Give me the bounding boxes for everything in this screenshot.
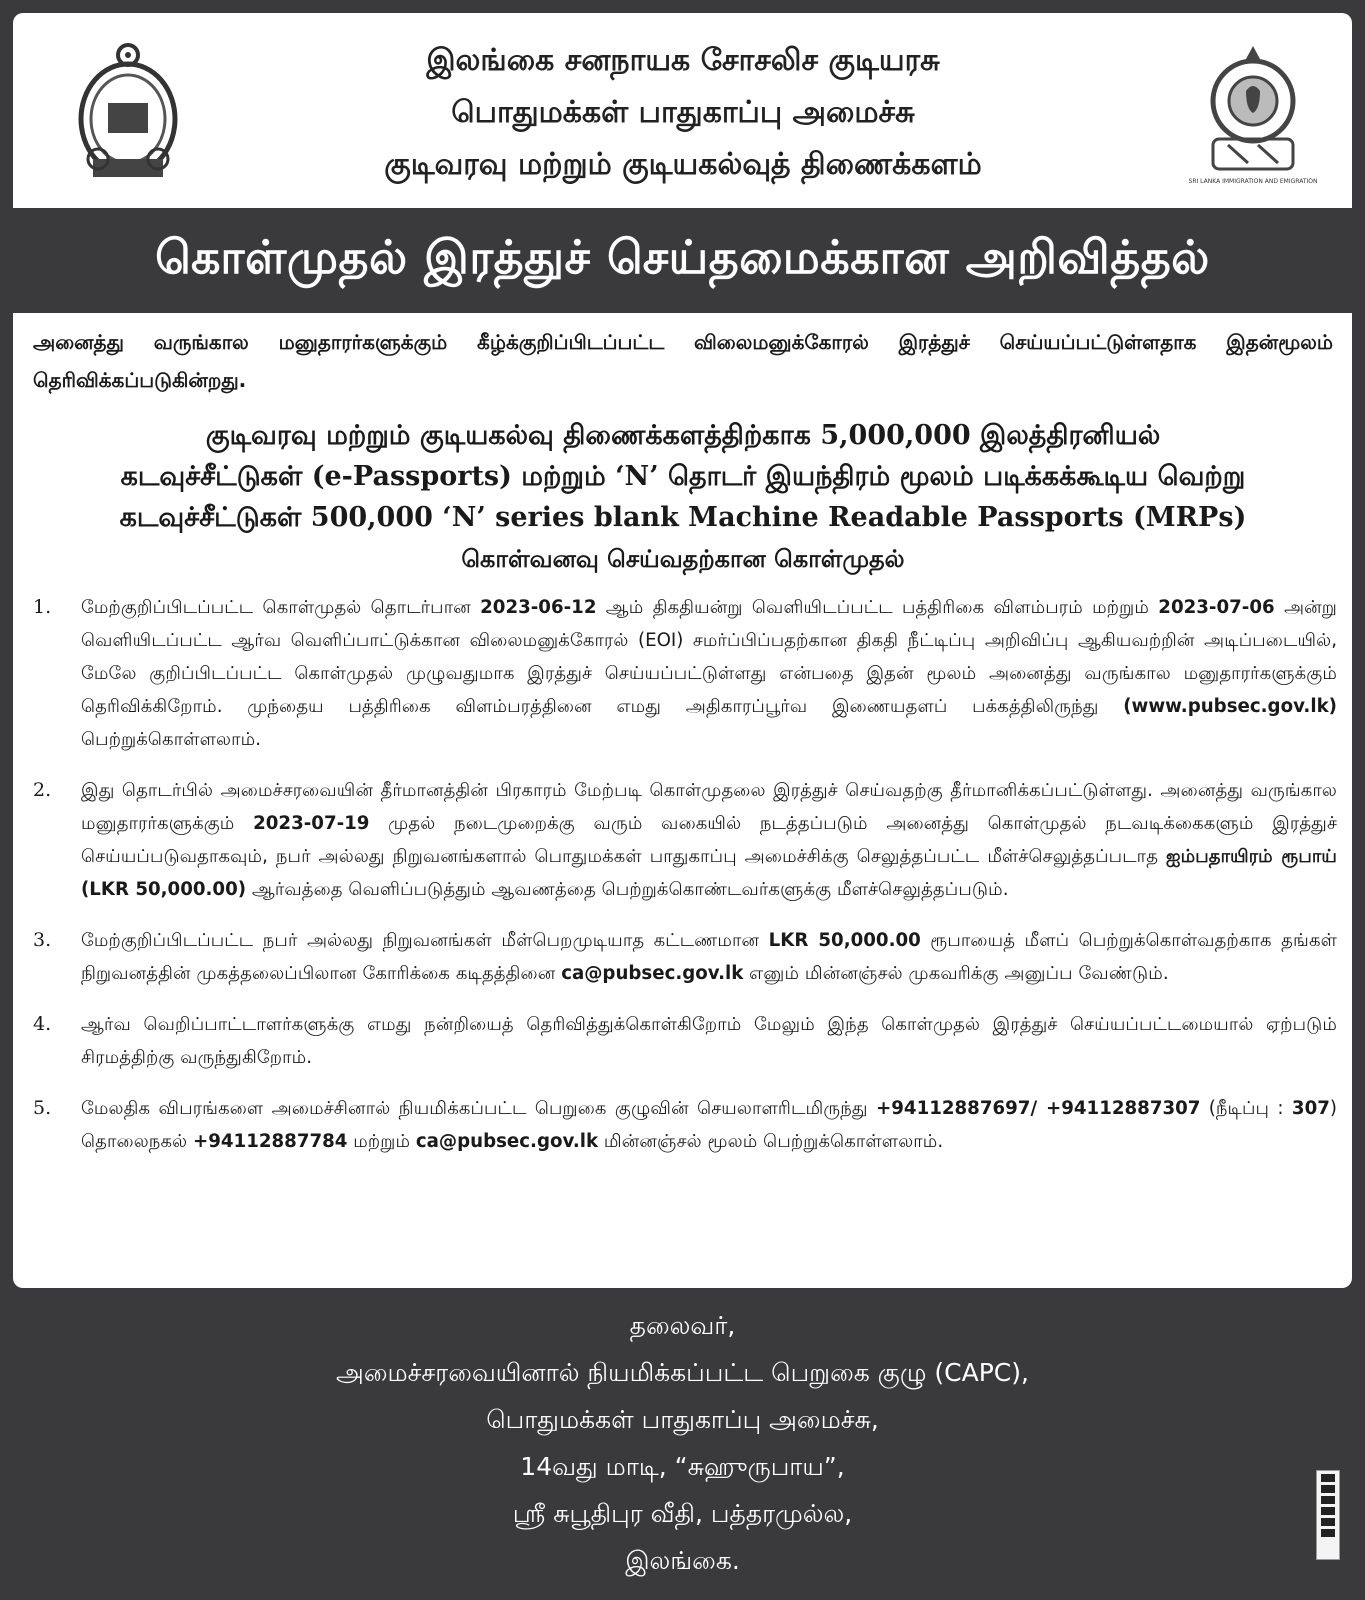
- item-number: 1.: [33, 596, 52, 618]
- highlighted-value: 307: [1291, 1098, 1330, 1119]
- item-text: [81, 774, 1337, 906]
- highlighted-value: 2023-07-19: [253, 813, 370, 834]
- subject-line: கடவுச்சீட்டுகள் 500,000 ‘N’ series blank Machine Readable Passports (MRPs): [119, 502, 1247, 533]
- highlighted-value: ஐம்பதாயிரம் ரூபாய் (LKR 50,000.00): [81, 846, 1337, 900]
- item-text-segment: முதல் நடைமுறைக்கு வரும் வகையில் நடத்தப்படும் அனைத்து கொள்முதல் நடவடிக்கைகளும் இரத்துச் செய்யப்படுவதாகவும், நபர் அல்லது நிறுவனங்களால் பொதுமக்கள் பாதுகாப்பு அமைச்சிக்கு செலுத்தப்பட்ட மீள்ச்செலுத்தப்படாத: [81, 813, 1338, 867]
- item-number: 4.: [33, 1013, 52, 1035]
- notice-body: [13, 313, 1352, 1288]
- immigration-department-emblem-icon: [1188, 41, 1318, 196]
- footer-line: அமைச்சரவையினால் நியமிக்கப்பட்ட பெறுகை குழு (CAPC),: [336, 1358, 1029, 1387]
- signature-block: [0, 1302, 1365, 1584]
- footer-line: ஸ்ரீ சுபூதிபுர வீதி, பத்தரமுல்ல,: [512, 1499, 853, 1528]
- header-line-department: குடிவரவு மற்றும் குடியகல்வுத் திணைக்களம்: [384, 147, 982, 182]
- item-number: 3.: [33, 929, 52, 951]
- intro-paragraph: அனைத்து வருங்கால மனுதாரர்களுக்கும் கீழ்க்குறிப்பிடப்பட்ட விலைமனுக்கோரல் இரத்துச் செய்யப்பட்டுள்ளதாக இதன்மூலம் தெரிவிக்கப்படுகின்றது.: [33, 330, 1333, 392]
- item-text-segment: அன்று வெளியிடப்பட்ட ஆர்வ வெளிப்பாட்டுக்கான விலைமனுக்கோரல் (EOI) சமர்ப்பிப்பதற்கான திகதி நீட்டிப்பு அறிவிப்பு ஆகியவற்றின் அடிப்படையில், மேலே குறிப்பிடப்பட்ட கொள்முதல் முழுவதுமாக இரத்துச் செய்யப்பட்டுள்ளது என்பதை இதன் மூலம் அனைத்து வருங்கால மனுதாரர்களுக்கும் தெரிவிக்கிறோம். முந்தைய பத்திரிகை விளம்பரத்தினை எமது அதிகாரப்பூர்வ இணையதளப் பக்கத்திலிருந்து: [81, 597, 1337, 717]
- item-text-segment: மேற்குறிப்பிடப்பட்ட கொள்முதல் தொடர்பான: [81, 597, 481, 618]
- item-text-segment: (நீடிப்பு :: [1200, 1098, 1292, 1119]
- subject-line: குடிவரவு மற்றும் குடியகல்வு திணைக்களத்திற்காக 5,000,000 இலத்திரனியல்: [205, 420, 1161, 451]
- highlighted-value: 2023-06-12: [480, 597, 597, 618]
- highlighted-value: +94112887697/ +94112887307: [876, 1098, 1201, 1119]
- item-text: [81, 1008, 1337, 1074]
- item-text-segment: மேற்குறிப்பிடப்பட்ட நபர் அல்லது நிறுவனங்கள் மீள்பெறமுடியாத கட்டணமான: [81, 930, 769, 951]
- list-item: [13, 774, 1352, 906]
- header-line-ministry: பொதுமக்கள் பாதுகாப்பு அமைச்சு: [451, 95, 915, 130]
- item-text: [81, 1092, 1337, 1158]
- item-text: [81, 591, 1337, 756]
- subject-line: கொள்வனவு செய்வதற்கான கொள்முதல்: [461, 544, 905, 573]
- item-text-segment: எனும் மின்னஞ்சல் முகவரிக்கு அனுப்ப வேண்டும்.: [743, 963, 1169, 984]
- highlighted-value: LKR 50,000.00: [768, 930, 921, 951]
- item-text-segment: மற்றும்: [347, 1131, 416, 1152]
- item-text-segment: மின்னஞ்சல் மூலம் பெற்றுக்கொள்ளலாம்.: [598, 1131, 944, 1152]
- emblem-label: SRI LANKA IMMIGRATION AND EMIGRATION: [1188, 178, 1318, 185]
- list-item: [13, 1008, 1352, 1074]
- highlighted-value: (www.pubsec.gov.lk): [1123, 696, 1337, 717]
- item-text-segment: ஆர்வ வெறிப்பாட்டாளர்களுக்கு எமது நன்றியைத் தெரிவித்துக்கொள்கிறோம் மேலும் இந்த கொள்முதல் இரத்துச் செய்யப்பட்டமையால் ஏற்படும் சிரமத்திற்கு வருந்துகிறோம்.: [81, 1014, 1337, 1068]
- item-text-segment: ஆம் திகதியன்று வெளியிடப்பட்ட பத்திரிகை விளம்பரம் மற்றும்: [596, 597, 1159, 618]
- procurement-subject: [43, 415, 1323, 579]
- item-number: 5.: [33, 1097, 52, 1119]
- notice-title: கொள்முதல் இரத்துச் செய்தமைக்கான அறிவித்தல்: [155, 230, 1210, 284]
- list-item: [13, 591, 1352, 756]
- highlighted-value: 2023-07-06: [1158, 597, 1275, 618]
- subject-line: கடவுச்சீட்டுகள் (e-Passports) மற்றும் ‘N’ தொடர் இயந்திரம் மூலம் படிக்கக்கூடிய வெற்று: [120, 461, 1246, 492]
- item-text-segment: ) தொலைநகல்: [81, 1098, 1337, 1152]
- footer-line: பொதுமக்கள் பாதுகாப்பு அமைச்சு,: [486, 1405, 879, 1434]
- list-item: [13, 1092, 1352, 1158]
- item-text-segment: பெற்றுக்கொள்ளலாம்.: [81, 729, 262, 750]
- header-line-country: இலங்கை சனநாயக சோசலிச குடியரசு: [426, 43, 940, 78]
- header-panel: [13, 13, 1352, 208]
- highlighted-value: ca@pubsec.gov.lk: [415, 1131, 599, 1152]
- sri-lanka-emblem-icon: [73, 41, 183, 186]
- item-number: 2.: [33, 779, 52, 801]
- title-band: [13, 208, 1352, 313]
- item-text: [81, 924, 1337, 990]
- footer-line: 14வது மாடி, “சுஹுருபாய”,: [520, 1452, 845, 1481]
- highlighted-value: +94112887784: [193, 1131, 348, 1152]
- item-text-segment: ரூபாயைத் மீளப் பெற்றுக்கொள்வதற்காக தங்கள் நிறுவனத்தின் முகத்தலைப்பிலான கோரிக்கை கடிதத்தினை: [81, 930, 1337, 984]
- item-text-segment: மேலதிக விபரங்களை அமைச்சினால் நியமிக்கப்பட்ட பெறுகை குழுவின் செயலாளரிடமிருந்து: [81, 1098, 877, 1119]
- footer-line: இலங்கை.: [625, 1546, 740, 1575]
- list-item: [13, 924, 1352, 990]
- footer-line: தலைவர்,: [629, 1311, 736, 1340]
- item-text-segment: ஆர்வத்தை வெளிப்படுத்தும் ஆவணத்தை பெற்றுக்கொண்டவர்களுக்கு மீளச்செலுத்தப்படும்.: [246, 879, 1009, 900]
- numbered-list: [13, 591, 1352, 1176]
- highlighted-value: ca@pubsec.gov.lk: [561, 963, 744, 984]
- qr-code-icon: [1316, 1470, 1340, 1560]
- item-text-segment: இது தொடர்பில் அமைச்சரவையின் தீர்மானத்தின் பிரகாரம் மேற்படி கொள்முதலை இரத்துச் செய்வதற்கு தீர்மானிக்கப்பட்டுள்ளது. அனைத்து வருங்கால மனுதாரர்களுக்கும்: [81, 780, 1337, 834]
